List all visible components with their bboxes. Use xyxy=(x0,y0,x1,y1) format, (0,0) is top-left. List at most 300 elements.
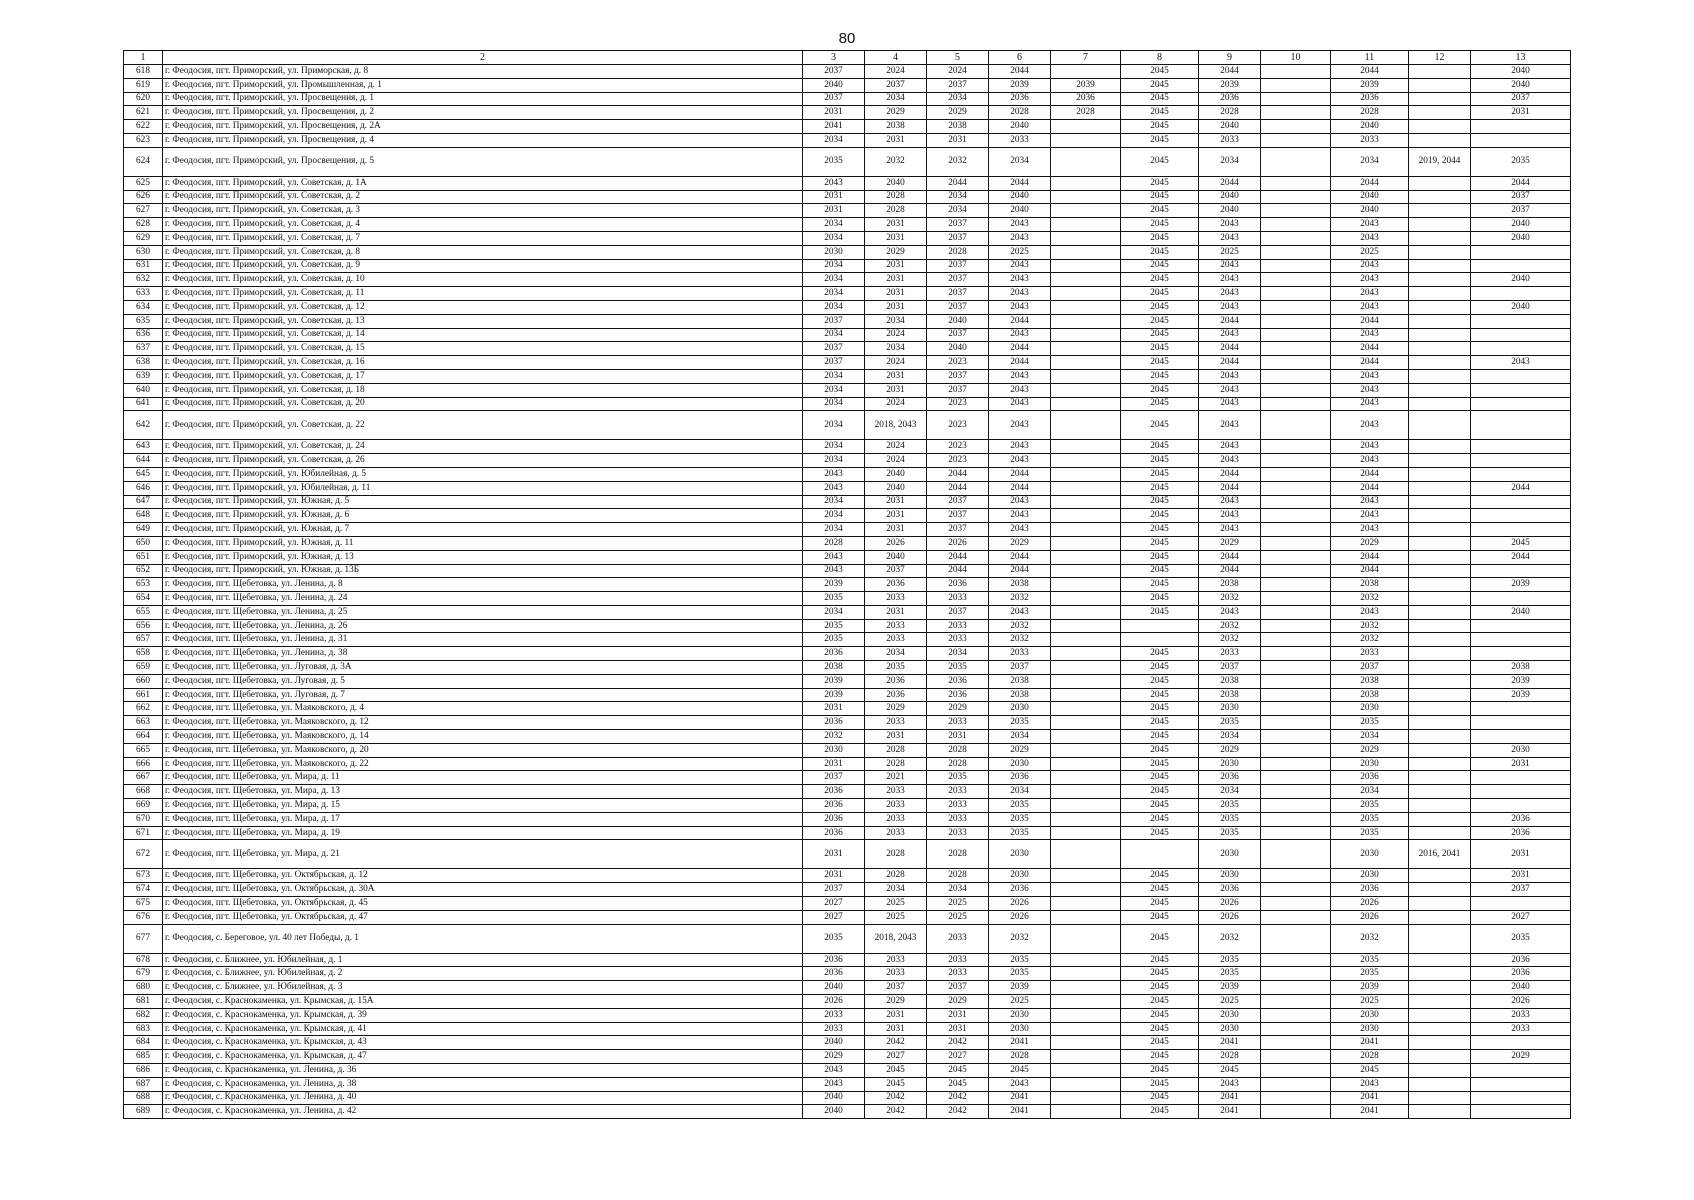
year-cell: 2044 xyxy=(989,356,1051,370)
year-cell: 2044 xyxy=(927,176,989,190)
year-cell: 2036 xyxy=(803,953,865,967)
year-cell: 2037 xyxy=(927,495,989,509)
year-cell: 2043 xyxy=(1331,383,1409,397)
address-cell: г. Феодосия, пгт. Приморский, ул. Советская, д. 20 xyxy=(163,397,803,411)
year-cell xyxy=(1409,619,1471,633)
row-number-cell: 636 xyxy=(124,328,163,342)
address-cell: г. Феодосия, пгт. Приморский, ул. Юбилейная, д. 11 xyxy=(163,481,803,495)
year-cell: 2041 xyxy=(1331,1036,1409,1050)
year-cell xyxy=(1409,314,1471,328)
year-cell: 2037 xyxy=(865,981,927,995)
year-cell: 2044 xyxy=(989,342,1051,356)
table-row xyxy=(124,120,1571,134)
year-cell xyxy=(1051,1064,1121,1078)
year-cell: 2031 xyxy=(803,702,865,716)
year-cell: 2044 xyxy=(1331,550,1409,564)
year-cell: 2034 xyxy=(803,287,865,301)
table-row xyxy=(124,1022,1571,1036)
year-cell: 2031 xyxy=(803,757,865,771)
year-cell: 2038 xyxy=(989,674,1051,688)
year-cell xyxy=(1261,1022,1331,1036)
year-cell xyxy=(1051,1008,1121,1022)
row-number-cell: 658 xyxy=(124,647,163,661)
address-cell: г. Феодосия, с. Краснокаменка, ул. Крымская, д. 39 xyxy=(163,1008,803,1022)
year-cell xyxy=(1051,454,1121,468)
year-cell: 2042 xyxy=(927,1105,989,1119)
year-cell: 2036 xyxy=(803,647,865,661)
year-cell: 2044 xyxy=(1199,356,1261,370)
year-cell: 2045 xyxy=(1121,176,1199,190)
year-cell: 2030 xyxy=(1331,1008,1409,1022)
year-cell: 2044 xyxy=(1331,564,1409,578)
year-cell xyxy=(1261,633,1331,647)
address-cell: г. Феодосия, пгт. Приморский, ул. Советская, д. 14 xyxy=(163,328,803,342)
year-cell: 2031 xyxy=(927,133,989,147)
year-cell xyxy=(1409,397,1471,411)
year-cell xyxy=(1409,564,1471,578)
year-cell: 2045 xyxy=(1121,231,1199,245)
year-cell: 2042 xyxy=(865,1036,927,1050)
address-cell: г. Феодосия, пгт. Щебетовка, ул. Октябрьская, д. 12 xyxy=(163,869,803,883)
table-row xyxy=(124,743,1571,757)
year-cell xyxy=(1261,924,1331,953)
year-cell: 2036 xyxy=(1199,771,1261,785)
year-cell: 2035 xyxy=(803,619,865,633)
year-cell xyxy=(1409,674,1471,688)
year-cell: 2036 xyxy=(1331,771,1409,785)
year-cell: 2040 xyxy=(803,78,865,92)
year-cell: 2035 xyxy=(1199,799,1261,813)
year-cell xyxy=(1051,702,1121,716)
year-cell: 2042 xyxy=(865,1091,927,1105)
year-cell xyxy=(1409,369,1471,383)
year-cell xyxy=(1409,133,1471,147)
year-cell xyxy=(1051,65,1121,79)
row-number-cell: 626 xyxy=(124,190,163,204)
year-cell: 2032 xyxy=(989,633,1051,647)
year-cell: 2044 xyxy=(1471,176,1571,190)
address-cell: г. Феодосия, пгт. Приморский, ул. Просвещения, д. 2А xyxy=(163,120,803,134)
year-cell xyxy=(1471,1036,1571,1050)
year-cell: 2035 xyxy=(927,771,989,785)
table-row xyxy=(124,688,1571,702)
year-cell: 2038 xyxy=(1331,578,1409,592)
year-cell: 2025 xyxy=(1331,245,1409,259)
year-cell: 2043 xyxy=(1199,259,1261,273)
row-number-cell: 623 xyxy=(124,133,163,147)
year-cell: 2045 xyxy=(1121,1036,1199,1050)
address-cell: г. Феодосия, пгт. Приморский, ул. Советская, д. 11 xyxy=(163,287,803,301)
year-cell: 2039 xyxy=(1471,688,1571,702)
address-cell: г. Феодосия, пгт. Приморский, ул. Советская, д. 3 xyxy=(163,204,803,218)
year-cell xyxy=(1261,1036,1331,1050)
year-cell xyxy=(1261,495,1331,509)
year-cell: 2045 xyxy=(1121,1022,1199,1036)
column-header-8: 8 xyxy=(1121,51,1199,65)
row-number-cell: 654 xyxy=(124,592,163,606)
year-cell xyxy=(1051,383,1121,397)
row-number-cell: 647 xyxy=(124,495,163,509)
year-cell xyxy=(1121,619,1199,633)
year-cell: 2034 xyxy=(865,314,927,328)
year-cell: 2043 xyxy=(1199,523,1261,537)
year-cell: 2031 xyxy=(927,730,989,744)
year-cell: 2043 xyxy=(1331,454,1409,468)
year-cell: 2034 xyxy=(803,133,865,147)
address-cell: г. Феодосия, с. Краснокаменка, ул. Ленина, д. 36 xyxy=(163,1064,803,1078)
year-cell: 2036 xyxy=(865,688,927,702)
year-cell xyxy=(1051,757,1121,771)
year-cell xyxy=(1409,259,1471,273)
year-cell: 2043 xyxy=(1199,1077,1261,1091)
year-cell: 2041 xyxy=(803,120,865,134)
address-cell: г. Феодосия, пгт. Щебетовка, ул. Ленина, д. 25 xyxy=(163,605,803,619)
year-cell xyxy=(1409,550,1471,564)
year-cell: 2045 xyxy=(1121,924,1199,953)
year-cell: 2043 xyxy=(989,605,1051,619)
page-number: 80 xyxy=(838,30,856,47)
year-cell: 2031 xyxy=(803,190,865,204)
row-number-cell: 634 xyxy=(124,300,163,314)
year-cell: 2026 xyxy=(1331,897,1409,911)
year-cell: 2024 xyxy=(927,65,989,79)
year-cell: 2034 xyxy=(865,647,927,661)
year-cell: 2039 xyxy=(803,688,865,702)
year-cell: 2031 xyxy=(865,605,927,619)
year-cell: 2034 xyxy=(803,259,865,273)
address-cell: г. Феодосия, пгт. Приморский, ул. Просвещения, д. 5 xyxy=(163,147,803,176)
year-cell: 2040 xyxy=(1199,204,1261,218)
row-number-cell: 627 xyxy=(124,204,163,218)
year-cell: 2028 xyxy=(927,743,989,757)
year-cell: 2044 xyxy=(1471,481,1571,495)
year-cell: 2044 xyxy=(989,65,1051,79)
year-cell: 2031 xyxy=(865,273,927,287)
year-cell: 2033 xyxy=(865,785,927,799)
table-row xyxy=(124,633,1571,647)
table-row xyxy=(124,147,1571,176)
year-cell: 2043 xyxy=(1331,397,1409,411)
year-cell: 2037 xyxy=(927,231,989,245)
year-cell xyxy=(1261,218,1331,232)
table-row xyxy=(124,981,1571,995)
year-cell: 2040 xyxy=(803,1105,865,1119)
year-cell: 2035 xyxy=(989,716,1051,730)
address-cell: г. Феодосия, пгт. Щебетовка, ул. Мира, д. 19 xyxy=(163,826,803,840)
year-cell: 2044 xyxy=(1331,342,1409,356)
year-cell xyxy=(1261,661,1331,675)
address-cell: г. Феодосия, пгт. Приморский, ул. Юбилейная, д. 5 xyxy=(163,467,803,481)
row-number-cell: 657 xyxy=(124,633,163,647)
year-cell: 2044 xyxy=(1199,176,1261,190)
year-cell: 2038 xyxy=(1199,578,1261,592)
year-cell: 2038 xyxy=(1199,674,1261,688)
year-cell: 2034 xyxy=(1331,730,1409,744)
year-cell: 2044 xyxy=(1331,481,1409,495)
year-cell xyxy=(1261,1077,1331,1091)
year-cell: 2045 xyxy=(1121,147,1199,176)
year-cell: 2033 xyxy=(927,633,989,647)
year-cell: 2043 xyxy=(1331,273,1409,287)
year-cell: 2043 xyxy=(1331,231,1409,245)
year-cell: 2037 xyxy=(803,771,865,785)
address-cell: г. Феодосия, пгт. Приморский, ул. Просвещения, д. 4 xyxy=(163,133,803,147)
year-cell: 2040 xyxy=(927,314,989,328)
year-cell xyxy=(1261,509,1331,523)
year-cell xyxy=(1261,314,1331,328)
year-cell: 2034 xyxy=(803,300,865,314)
year-cell: 2037 xyxy=(865,564,927,578)
year-cell: 2038 xyxy=(1471,661,1571,675)
year-cell: 2034 xyxy=(803,397,865,411)
year-cell xyxy=(1471,1064,1571,1078)
year-cell: 2018, 2043 xyxy=(865,924,927,953)
year-cell: 2035 xyxy=(989,953,1051,967)
year-cell: 2033 xyxy=(927,619,989,633)
year-cell: 2033 xyxy=(865,967,927,981)
row-number-cell: 630 xyxy=(124,245,163,259)
column-header-7: 7 xyxy=(1051,51,1121,65)
year-cell: 2034 xyxy=(989,730,1051,744)
row-number-cell: 655 xyxy=(124,605,163,619)
table-row xyxy=(124,826,1571,840)
year-cell: 2031 xyxy=(865,259,927,273)
year-cell xyxy=(1051,688,1121,702)
address-cell: г. Феодосия, пгт. Щебетовка, ул. Маяковского, д. 20 xyxy=(163,743,803,757)
table-row xyxy=(124,411,1571,440)
year-cell: 2043 xyxy=(989,440,1051,454)
year-cell: 2034 xyxy=(803,231,865,245)
row-number-cell: 632 xyxy=(124,273,163,287)
year-cell xyxy=(1409,812,1471,826)
year-cell xyxy=(1471,509,1571,523)
table-row xyxy=(124,910,1571,924)
year-cell xyxy=(1051,785,1121,799)
year-cell: 2033 xyxy=(803,1022,865,1036)
year-cell: 2030 xyxy=(1331,702,1409,716)
year-cell: 2016, 2041 xyxy=(1409,840,1471,869)
year-cell: 2035 xyxy=(865,661,927,675)
year-cell: 2035 xyxy=(1199,953,1261,967)
year-cell xyxy=(1051,967,1121,981)
row-number-cell: 689 xyxy=(124,1105,163,1119)
year-cell: 2035 xyxy=(1471,924,1571,953)
year-cell xyxy=(1471,647,1571,661)
year-cell: 2039 xyxy=(803,578,865,592)
year-cell: 2033 xyxy=(927,799,989,813)
year-cell xyxy=(1261,440,1331,454)
year-cell xyxy=(1471,369,1571,383)
row-number-cell: 628 xyxy=(124,218,163,232)
year-cell: 2038 xyxy=(927,120,989,134)
year-cell: 2035 xyxy=(1331,716,1409,730)
year-cell: 2038 xyxy=(1199,688,1261,702)
year-cell: 2035 xyxy=(1331,967,1409,981)
address-cell: г. Феодосия, с. Ближнее, ул. Юбилейная, д. 3 xyxy=(163,981,803,995)
year-cell: 2033 xyxy=(927,716,989,730)
year-cell xyxy=(1471,245,1571,259)
year-cell xyxy=(1051,910,1121,924)
year-cell: 2031 xyxy=(865,523,927,537)
year-cell: 2043 xyxy=(1331,523,1409,537)
year-cell xyxy=(1051,120,1121,134)
address-cell: г. Феодосия, пгт. Щебетовка, ул. Мира, д. 15 xyxy=(163,799,803,813)
row-number-cell: 640 xyxy=(124,383,163,397)
row-number-cell: 620 xyxy=(124,92,163,106)
year-cell: 2041 xyxy=(1199,1091,1261,1105)
year-cell xyxy=(1471,328,1571,342)
row-number-cell: 683 xyxy=(124,1022,163,1036)
column-header-5: 5 xyxy=(927,51,989,65)
year-cell: 2031 xyxy=(803,106,865,120)
year-cell xyxy=(1051,231,1121,245)
year-cell xyxy=(1051,647,1121,661)
year-cell: 2041 xyxy=(989,1091,1051,1105)
year-cell: 2040 xyxy=(1331,190,1409,204)
year-cell xyxy=(1051,674,1121,688)
year-cell: 2029 xyxy=(927,702,989,716)
year-cell: 2034 xyxy=(803,509,865,523)
table-row xyxy=(124,356,1571,370)
year-cell xyxy=(1261,550,1331,564)
year-cell: 2043 xyxy=(1331,440,1409,454)
year-cell: 2032 xyxy=(1331,924,1409,953)
row-number-cell: 651 xyxy=(124,550,163,564)
year-cell: 2028 xyxy=(927,245,989,259)
year-cell: 2042 xyxy=(927,1091,989,1105)
year-cell xyxy=(1261,592,1331,606)
year-cell xyxy=(1261,273,1331,287)
table-row xyxy=(124,383,1571,397)
address-cell: г. Феодосия, с. Краснокаменка, ул. Крымская, д. 15А xyxy=(163,995,803,1009)
year-cell xyxy=(1051,204,1121,218)
year-cell xyxy=(1261,826,1331,840)
year-cell xyxy=(1409,440,1471,454)
row-number-cell: 624 xyxy=(124,147,163,176)
year-cell: 2026 xyxy=(865,536,927,550)
year-cell: 2035 xyxy=(803,633,865,647)
row-number-cell: 666 xyxy=(124,757,163,771)
year-cell xyxy=(1051,467,1121,481)
table-row xyxy=(124,328,1571,342)
row-number-cell: 664 xyxy=(124,730,163,744)
year-cell xyxy=(1051,605,1121,619)
year-cell: 2035 xyxy=(927,661,989,675)
year-cell xyxy=(1409,743,1471,757)
year-cell: 2035 xyxy=(1199,826,1261,840)
year-cell: 2045 xyxy=(1121,910,1199,924)
row-number-cell: 687 xyxy=(124,1077,163,1091)
year-cell xyxy=(1409,328,1471,342)
year-cell: 2037 xyxy=(927,287,989,301)
year-cell: 2036 xyxy=(1471,953,1571,967)
year-cell: 2023 xyxy=(927,397,989,411)
year-cell: 2045 xyxy=(1121,688,1199,702)
address-cell: г. Феодосия, пгт. Приморский, ул. Советская, д. 7 xyxy=(163,231,803,245)
table-row xyxy=(124,273,1571,287)
year-cell: 2045 xyxy=(1121,523,1199,537)
year-cell: 2039 xyxy=(989,78,1051,92)
year-cell: 2045 xyxy=(1121,771,1199,785)
year-cell: 2044 xyxy=(989,176,1051,190)
year-cell: 2026 xyxy=(927,536,989,550)
year-cell: 2029 xyxy=(1199,743,1261,757)
row-number-cell: 631 xyxy=(124,259,163,273)
year-cell xyxy=(1471,314,1571,328)
year-cell: 2044 xyxy=(927,564,989,578)
row-number-cell: 641 xyxy=(124,397,163,411)
year-cell: 2044 xyxy=(1331,176,1409,190)
year-cell xyxy=(1409,785,1471,799)
year-cell xyxy=(1409,826,1471,840)
year-cell xyxy=(1409,245,1471,259)
table-row xyxy=(124,1077,1571,1091)
year-cell xyxy=(1409,218,1471,232)
year-cell: 2037 xyxy=(927,300,989,314)
address-cell: г. Феодосия, с. Краснокаменка, ул. Ленина, д. 42 xyxy=(163,1105,803,1119)
table-row xyxy=(124,1036,1571,1050)
year-cell: 2045 xyxy=(1121,661,1199,675)
year-cell xyxy=(1051,273,1121,287)
row-number-cell: 682 xyxy=(124,1008,163,1022)
year-cell xyxy=(1471,467,1571,481)
year-cell xyxy=(1409,771,1471,785)
year-cell xyxy=(1261,342,1331,356)
row-number-cell: 649 xyxy=(124,523,163,537)
year-cell xyxy=(1051,411,1121,440)
year-cell xyxy=(1051,300,1121,314)
year-cell: 2027 xyxy=(1471,910,1571,924)
year-cell: 2034 xyxy=(927,647,989,661)
year-cell: 2045 xyxy=(1121,509,1199,523)
year-cell: 2031 xyxy=(865,383,927,397)
year-cell: 2043 xyxy=(1331,328,1409,342)
year-cell xyxy=(1409,661,1471,675)
year-cell: 2043 xyxy=(1331,1077,1409,1091)
year-cell xyxy=(1261,757,1331,771)
year-cell: 2045 xyxy=(1121,981,1199,995)
year-cell: 2032 xyxy=(1331,592,1409,606)
year-cell xyxy=(1409,1008,1471,1022)
year-cell: 2030 xyxy=(1471,743,1571,757)
year-cell: 2045 xyxy=(1121,1091,1199,1105)
row-number-cell: 676 xyxy=(124,910,163,924)
year-cell: 2043 xyxy=(1199,454,1261,468)
table-row xyxy=(124,204,1571,218)
row-number-cell: 673 xyxy=(124,869,163,883)
year-cell: 2040 xyxy=(865,176,927,190)
year-cell: 2045 xyxy=(1121,605,1199,619)
address-cell: г. Феодосия, пгт. Приморский, ул. Советская, д. 24 xyxy=(163,440,803,454)
table-row xyxy=(124,924,1571,953)
year-cell: 2043 xyxy=(1199,300,1261,314)
table-row xyxy=(124,454,1571,468)
year-cell: 2040 xyxy=(865,550,927,564)
year-cell: 2040 xyxy=(989,204,1051,218)
year-cell xyxy=(1261,771,1331,785)
year-cell: 2033 xyxy=(927,967,989,981)
year-cell: 2040 xyxy=(927,342,989,356)
year-cell xyxy=(1051,592,1121,606)
row-number-cell: 652 xyxy=(124,564,163,578)
year-cell: 2044 xyxy=(1199,564,1261,578)
year-cell: 2040 xyxy=(803,1036,865,1050)
column-header-3: 3 xyxy=(803,51,865,65)
year-cell: 2028 xyxy=(989,106,1051,120)
year-cell: 2043 xyxy=(803,481,865,495)
year-cell: 2043 xyxy=(1199,273,1261,287)
year-cell: 2045 xyxy=(1121,314,1199,328)
